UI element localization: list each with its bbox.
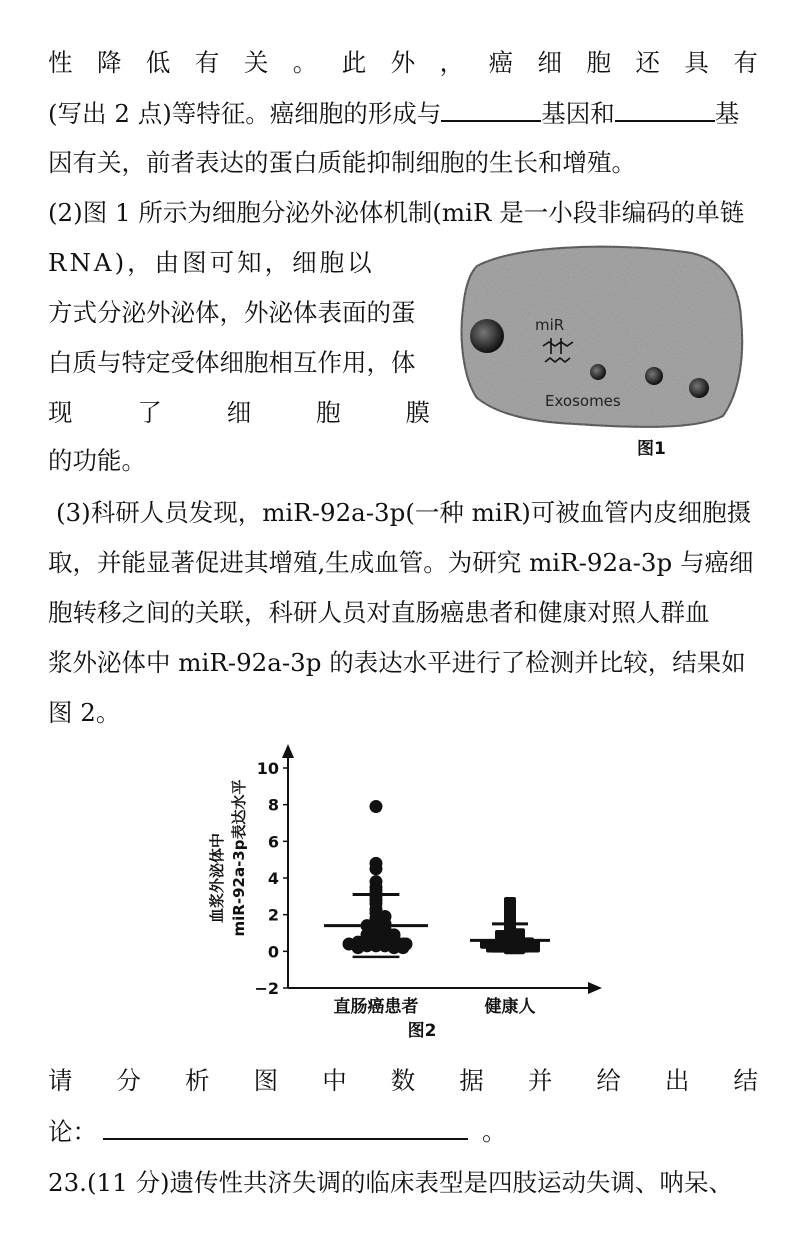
exosomes-label: Exosomes: [545, 392, 621, 410]
y-tick-label: −2: [254, 979, 279, 998]
p2-line2-text: RNA)，由图可知，细胞以: [48, 248, 375, 277]
justified-char: 胞: [586, 48, 611, 77]
p3-line1: (3)科研人员发现，miR-92a-3p(一种 miR)可被血管内皮细胞摄: [56, 498, 752, 527]
figure-1-caption: 图1: [637, 439, 666, 459]
data-point-dot: [397, 941, 410, 954]
justified-char: 还: [635, 48, 660, 77]
p1-line2-text-c: 基: [714, 99, 740, 128]
justified-char: 分: [116, 1066, 142, 1095]
y-tick-label: 6: [267, 832, 279, 852]
justified-char: 据: [459, 1066, 484, 1095]
p1-line2-text-b: 基因和: [541, 99, 615, 128]
y-axis-arrow: [282, 744, 294, 758]
chart-title: 图2: [407, 1021, 437, 1041]
p2-line6: 的功能。: [48, 446, 146, 475]
y-tick-label: 8: [267, 795, 279, 815]
p3-line2: 取，并能显著促进其增殖,生成血管。为研究 miR-92a-3p 与癌细: [48, 548, 754, 577]
justified-char: 具: [684, 48, 709, 77]
q-line2-text-b: 。: [482, 1117, 507, 1146]
p3-line5: 图 2。: [48, 698, 121, 727]
p1-line1: [48, 48, 758, 78]
mir-label: miR: [535, 316, 565, 334]
figure-2-chart: [200, 740, 620, 1045]
y-tick-label: 4: [267, 869, 279, 888]
x-category-label: 健康人: [484, 997, 536, 1017]
q-line2: [48, 1116, 507, 1147]
p3-line4: 浆外泌体中 miR-92a-3p 的表达水平进行了检测并比较，结果如: [48, 648, 746, 677]
p2-line3: 方式分泌外泌体，外泌体表面的蛋: [48, 298, 416, 327]
justified-char: 胞: [316, 398, 341, 427]
justified-char: 有: [194, 48, 220, 77]
answer-blank-1[interactable]: [441, 98, 541, 122]
justified-char: 外: [390, 48, 416, 77]
justified-char: 细: [226, 398, 252, 427]
q-line1: [48, 1066, 758, 1096]
data-point-dot: [352, 941, 365, 954]
justified-char: 细: [537, 48, 563, 77]
justified-char: 图: [253, 1066, 279, 1095]
exosome: [590, 364, 606, 380]
p1-line2: [48, 98, 739, 129]
justified-char: 性: [48, 48, 73, 77]
justified-char: 请: [48, 1066, 73, 1095]
justified-char: 癌: [488, 48, 514, 77]
y-tick-label: 10: [256, 759, 279, 778]
justified-char: 降: [96, 48, 122, 77]
p1-line3: 因有关，前者表达的蛋白质能抑制细胞的生长和增殖。: [48, 148, 636, 177]
justified-char: 膜: [405, 398, 430, 427]
justified-char: 析: [185, 1066, 210, 1095]
justified-char: 并: [527, 1066, 553, 1095]
p2-line5: [48, 398, 430, 428]
p2-line4: 白质与特定受体细胞相互作用，体: [48, 348, 416, 377]
p1-line2-text-a: (写出 2 点)等特征。癌细胞的形成与: [48, 99, 442, 128]
justified-char: 关: [243, 48, 269, 77]
q-line2-text-a: 论：: [48, 1117, 97, 1146]
figure-1: [455, 238, 760, 463]
y-tick-label: 0: [267, 942, 279, 962]
y-axis-label: 血浆外泌体中: [208, 832, 226, 924]
justified-char: 中: [322, 1066, 347, 1095]
justified-char: 现: [48, 398, 73, 427]
nucleus-vesicle: [470, 319, 504, 353]
x-category-label: 直肠癌患者: [333, 997, 419, 1017]
answer-blank-2[interactable]: [615, 98, 715, 122]
exosome: [645, 367, 663, 385]
justified-char: 了: [137, 398, 162, 427]
justified-char: 低: [145, 48, 171, 77]
justified-char: 给: [596, 1066, 621, 1095]
x-axis-arrow: [588, 982, 602, 994]
p3-line3: 胞转移之间的关联，科研人员对直肠癌患者和健康对照人群血: [48, 598, 710, 627]
justified-char: 此: [341, 48, 367, 77]
justified-char: ，: [439, 48, 465, 77]
justified-char: 结: [733, 1066, 758, 1095]
p2-line2: [48, 248, 375, 278]
data-point-dot: [370, 800, 383, 813]
justified-char: 有: [733, 48, 758, 77]
exosome: [689, 378, 709, 398]
y-tick-label: 2: [267, 905, 279, 925]
justified-char: 数: [390, 1066, 416, 1095]
data-point-dot: [370, 862, 383, 875]
justified-char: 。: [292, 48, 318, 77]
data-point-square: [528, 943, 540, 953]
p2-line1: (2)图 1 所示为细胞分泌外泌体机制(miR 是一小段非编码的单链: [48, 198, 745, 227]
justified-char: 出: [664, 1066, 690, 1095]
q23-line1: 23.(11 分)遗传性共济失调的临床表型是四肢运动失调、呐呆、: [48, 1168, 734, 1197]
y-axis-label: miR-92a-3p表达水平: [230, 779, 248, 937]
answer-blank-conclusion[interactable]: [103, 1116, 468, 1140]
data-point-square: [513, 945, 525, 955]
